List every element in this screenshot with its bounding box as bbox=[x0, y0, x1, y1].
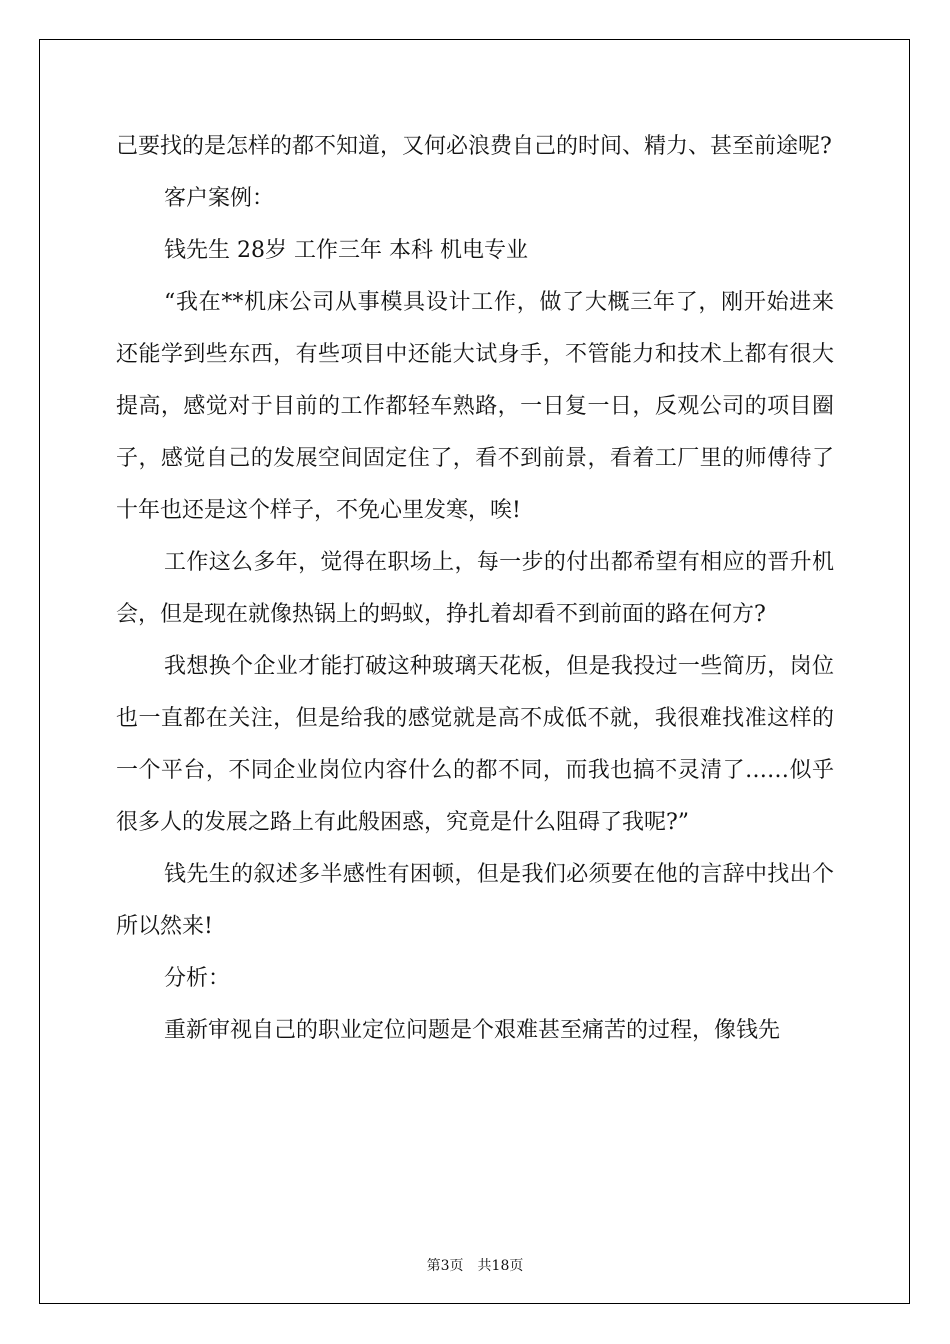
client-profile-line: 钱先生 28岁 工作三年 本科 机电专业 bbox=[164, 238, 528, 263]
paragraph: 钱先生的叙述多半感性有困顿，但是我们必须要在他的言辞中找出个所以然来! bbox=[116, 862, 834, 939]
section-heading-client-case: 客户案例： bbox=[164, 186, 275, 211]
page-number: 第3页 bbox=[426, 1258, 464, 1274]
paragraph: “我在**机床公司从事模具设计工作，做了大概三年了，刚开始进来还能学到些东西，有些项目中还能大试身手，不管能力和技术上都有很大提高，感觉对于目前的工作都轻车熟路，一日复一日，反观公司的项目圈子，感觉自己的发展空间固定住了，看不到前景，看着工厂里的师傅待了十年也还是这个样子，不免心里发寒，唉! bbox=[116, 290, 834, 523]
paragraph: 工作这么多年，觉得在职场上，每一步的付出都希望有相应的晋升机会，但是现在就像热锅上的蚂蚁，挣扎着却看不到前面的路在何方? bbox=[116, 550, 834, 627]
document-body bbox=[116, 121, 834, 1057]
page-footer bbox=[0, 1255, 950, 1275]
paragraph: 我想换个企业才能打破这种玻璃天花板，但是我投过一些简历，岗位也一直都在关注，但是给我的感觉就是高不成低不就，我很难找准这样的一个平台，不同企业岗位内容什么的都不同，而我也搞不灵清了……似乎很多人的发展之路上有此般困惑，究竟是什么阻碍了我呢?” bbox=[116, 654, 834, 835]
page-total: 共18页 bbox=[477, 1258, 524, 1274]
section-heading-analysis: 分析： bbox=[164, 966, 231, 991]
paragraph: 己要找的是怎样的都不知道，又何必浪费自己的时间、精力、甚至前途呢? bbox=[116, 134, 832, 159]
paragraph: 重新审视自己的职业定位问题是个艰难甚至痛苦的过程，像钱先 bbox=[164, 1018, 781, 1043]
